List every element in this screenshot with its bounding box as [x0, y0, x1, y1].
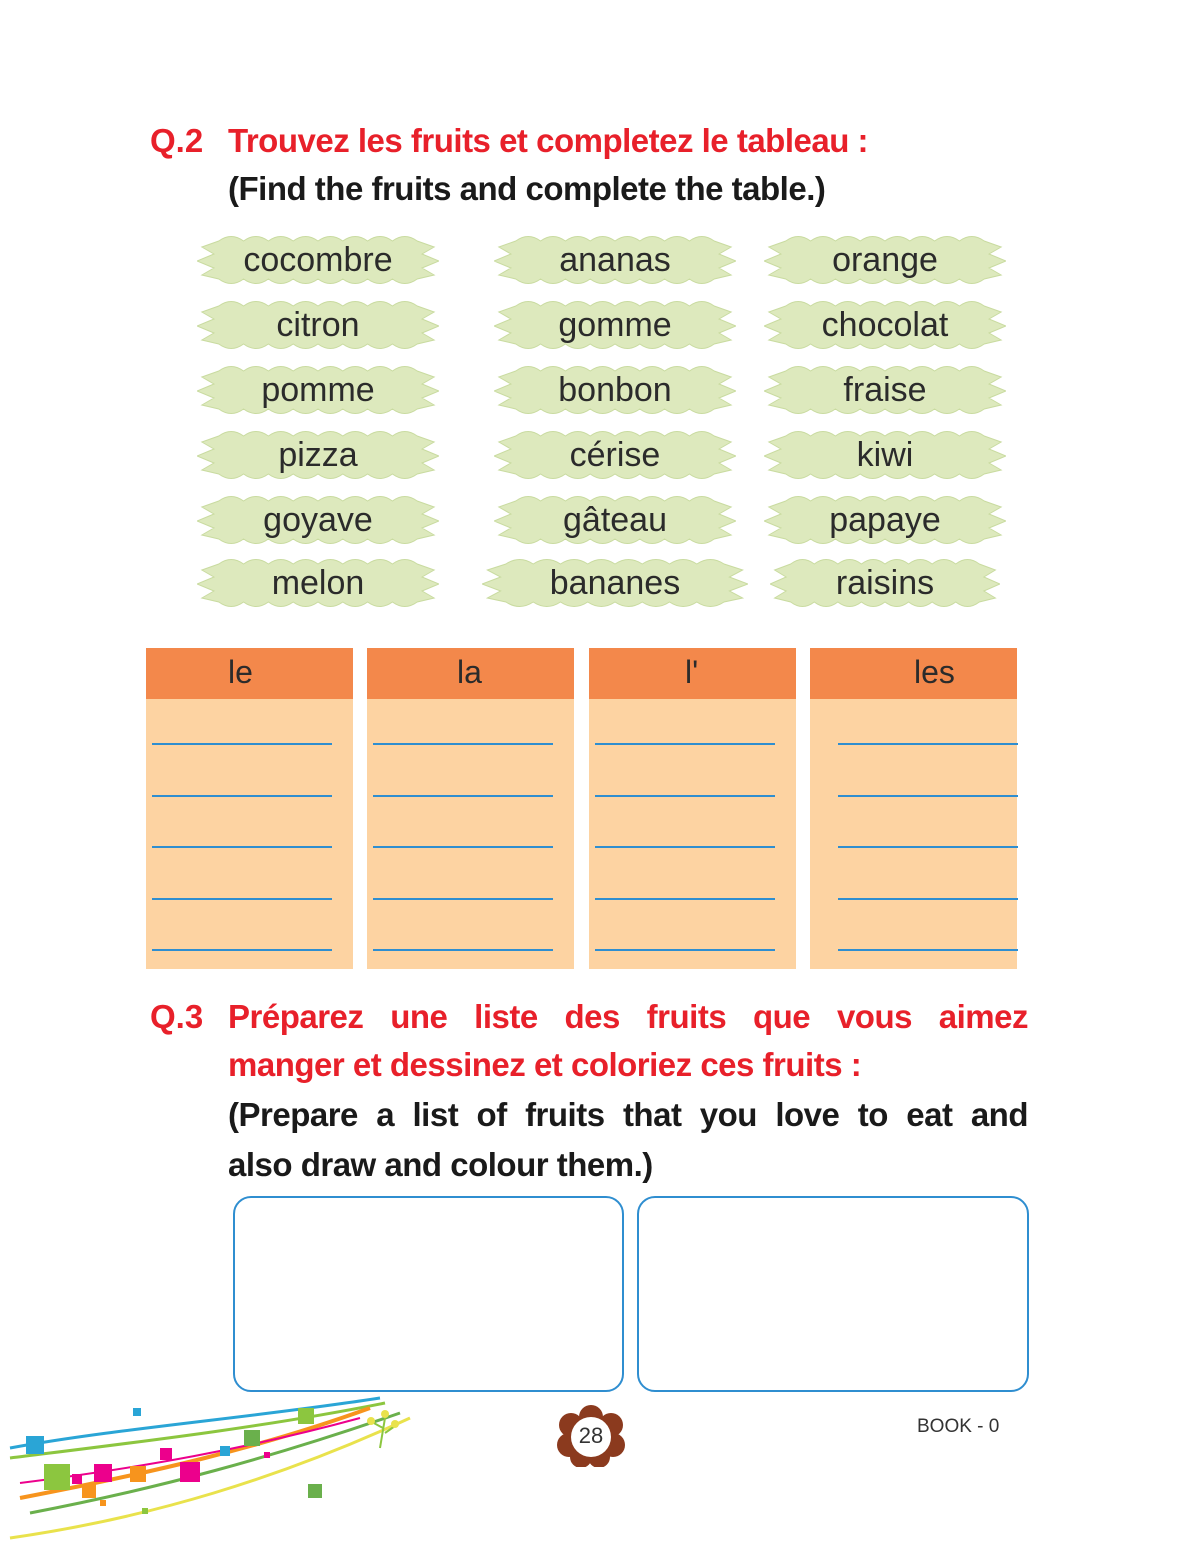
word-label: cocombre: [243, 240, 393, 279]
writing-line[interactable]: [838, 949, 1018, 951]
word-label: melon: [271, 563, 365, 602]
writing-line[interactable]: [373, 846, 553, 848]
writing-line[interactable]: [595, 743, 775, 745]
word-cloud: [197, 558, 439, 608]
word-cloud: [197, 430, 439, 480]
question-3-title-french-line-1: Préparez une liste des fruits que vous aimez: [228, 998, 1028, 1035]
question-3-title-english-line-2: also draw and colour them.): [228, 1146, 653, 1183]
question-3-number: Q.3: [150, 998, 204, 1035]
article-column-header: l': [589, 648, 796, 699]
word-label: goyave: [263, 500, 373, 539]
article-column: [367, 648, 574, 969]
question-2-title-english: (Find the fruits and complete the table.): [228, 170, 826, 207]
writing-line[interactable]: [595, 846, 775, 848]
writing-line[interactable]: [152, 949, 332, 951]
word-cloud: [494, 300, 736, 350]
article-column-header: les: [810, 648, 1017, 699]
word-cloud: [770, 558, 1000, 608]
writing-line[interactable]: [373, 949, 553, 951]
word-cloud: [764, 495, 1006, 545]
word-label: bonbon: [558, 370, 672, 409]
word-label: pomme: [261, 370, 375, 409]
writing-line[interactable]: [838, 795, 1018, 797]
word-label: cérise: [569, 435, 661, 474]
page-number: 28: [578, 1423, 604, 1448]
word-label: citron: [276, 305, 360, 344]
article-column: [146, 648, 353, 969]
writing-line[interactable]: [373, 898, 553, 900]
word-label: fraise: [843, 370, 927, 409]
word-label: gomme: [558, 305, 672, 344]
article-column-header: la: [367, 648, 574, 699]
writing-line[interactable]: [838, 898, 1018, 900]
word-label: pizza: [278, 435, 358, 474]
decorative-ribbon-graphic: [0, 1388, 430, 1558]
word-label: kiwi: [856, 435, 914, 474]
word-cloud: [764, 430, 1006, 480]
word-cloud: [494, 495, 736, 545]
word-cloud: [764, 365, 1006, 415]
word-cloud: [764, 235, 1006, 285]
word-label: orange: [832, 240, 938, 279]
writing-line[interactable]: [152, 795, 332, 797]
article-column: [589, 648, 796, 969]
drawing-box-right[interactable]: [637, 1196, 1029, 1392]
word-cloud: [494, 235, 736, 285]
writing-line[interactable]: [152, 898, 332, 900]
word-cloud: [197, 300, 439, 350]
word-label: ananas: [559, 240, 671, 279]
word-cloud: [764, 300, 1006, 350]
page-number-badge: [555, 1405, 627, 1467]
article-column-header: le: [146, 648, 353, 699]
word-cloud: [494, 365, 736, 415]
writing-line[interactable]: [595, 949, 775, 951]
word-label: gâteau: [563, 500, 667, 539]
word-label: raisins: [835, 563, 935, 602]
question-2-number: Q.2: [150, 122, 204, 159]
word-cloud: [482, 558, 748, 608]
word-label: bananes: [549, 563, 681, 602]
drawing-box-left[interactable]: [233, 1196, 624, 1392]
writing-line[interactable]: [152, 743, 332, 745]
word-cloud: [494, 430, 736, 480]
writing-line[interactable]: [838, 846, 1018, 848]
word-cloud: [197, 235, 439, 285]
question-3-title-french-line-2: manger et dessinez et coloriez ces fruits :: [228, 1046, 862, 1083]
article-column: [810, 648, 1017, 969]
word-label: papaye: [829, 500, 941, 539]
word-label: chocolat: [821, 305, 949, 344]
writing-line[interactable]: [595, 898, 775, 900]
writing-line[interactable]: [373, 743, 553, 745]
question-3-title-english-line-1: (Prepare a list of fruits that you love to eat and: [228, 1096, 1028, 1133]
writing-line[interactable]: [373, 795, 553, 797]
writing-line[interactable]: [595, 795, 775, 797]
writing-line[interactable]: [838, 743, 1018, 745]
writing-line[interactable]: [152, 846, 332, 848]
question-2-title-french: Trouvez les fruits et completez le tableau :: [228, 122, 869, 159]
word-cloud: [197, 365, 439, 415]
book-label: BOOK - 0: [917, 1416, 1000, 1437]
word-cloud: [197, 495, 439, 545]
